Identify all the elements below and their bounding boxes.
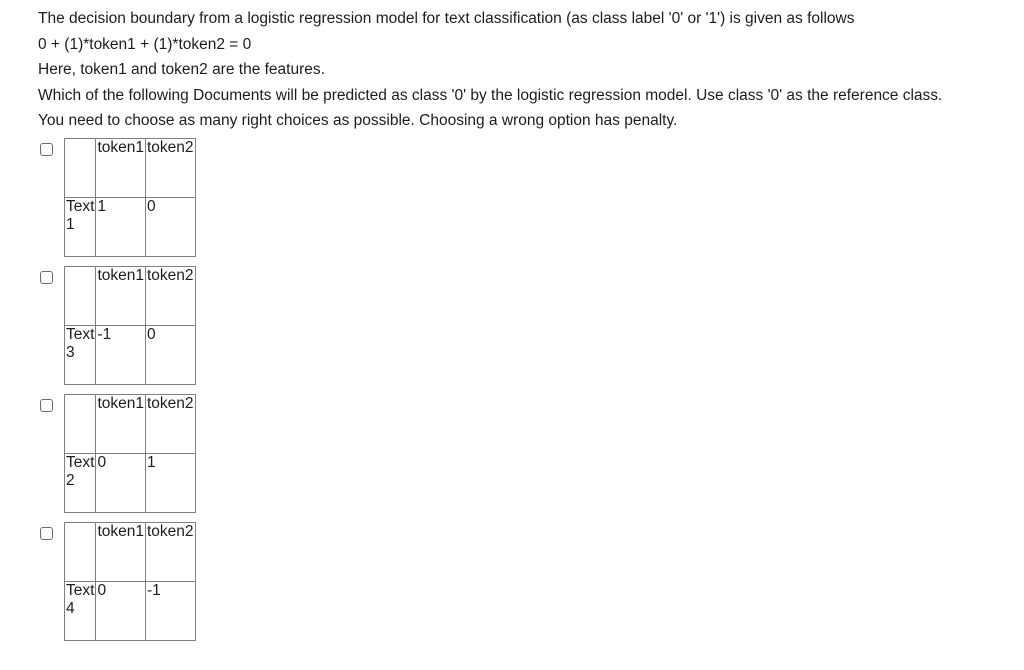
column-header-token1: token1 [96,267,146,326]
token2-value: -1 [145,582,195,641]
row-label: Text 3 [65,326,96,385]
option-1-table [64,138,196,257]
option-3-checkbox[interactable] [40,399,53,412]
option-1-checkbox[interactable] [40,143,53,156]
token2-value: 0 [145,326,195,385]
table-row [65,326,196,385]
table-header-row [65,267,196,326]
option-2-checkbox[interactable] [40,271,53,284]
table-header-row [65,139,196,198]
table-row [65,454,196,513]
token2-value: 0 [145,198,195,257]
token1-value: 1 [96,198,146,257]
token2-value: 1 [145,454,195,513]
option-2-table [64,266,196,385]
penalty-note: You need to choose as many right choices as possible. Choosing a wrong option has penalty. [38,112,678,129]
row-label: Text 4 [65,582,96,641]
table-row [65,198,196,257]
token1-value: -1 [96,326,146,385]
option-3-table [64,394,196,513]
column-header-token2: token2 [145,139,195,198]
table-header-row [65,395,196,454]
table-header-row [65,523,196,582]
row-label: Text 1 [65,198,96,257]
option-4-checkbox[interactable] [40,527,53,540]
token1-value: 0 [96,582,146,641]
question-text [38,6,1008,134]
column-header-token1: token1 [96,523,146,582]
question-line-intro: The decision boundary from a logistic regression model for text classification (as class label '0' or '1') is given as follows [38,10,855,27]
table-corner-cell [65,395,96,454]
option-4-table [64,522,196,641]
column-header-token2: token2 [145,395,195,454]
question-prompt: Which of the following Documents will be predicted as class '0' by the logistic regression model. Use class '0' as the reference class. [38,86,943,104]
column-header-token2: token2 [145,267,195,326]
decision-boundary-equation: 0 + (1)*token1 + (1)*token2 = 0 [38,35,252,53]
column-header-token1: token1 [96,395,146,454]
table-corner-cell [65,139,96,198]
table-corner-cell [65,267,96,326]
table-corner-cell [65,523,96,582]
features-note: Here, token1 and token2 are the features. [38,61,325,78]
column-header-token1: token1 [96,139,146,198]
table-row [65,582,196,641]
column-header-token2: token2 [145,523,195,582]
row-label: Text 2 [65,454,96,513]
token1-value: 0 [96,454,146,513]
